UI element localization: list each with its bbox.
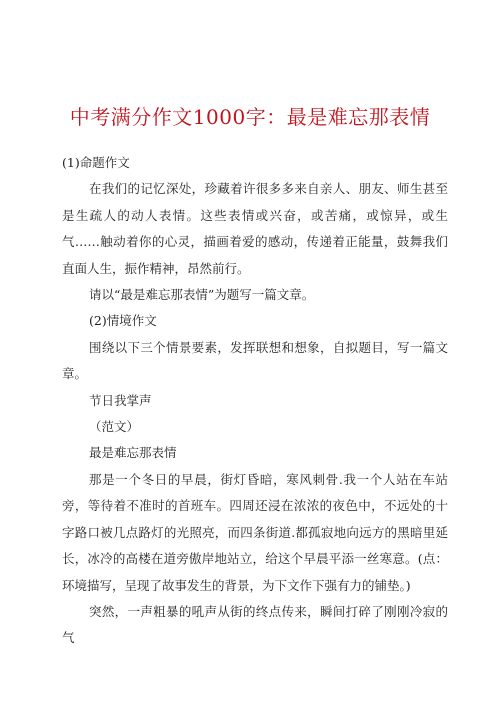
paragraph-instruction-1: 请以“最是难忘那表情”为题写一篇文章。: [89, 287, 315, 303]
document-body: [62, 150, 448, 652]
paragraph-prompt-1: 在我们的记忆深处，珍藏着许很多多来自亲人、朋友、师生甚至是生疏人的动人表情。这些表情或兴奋，或苦痛，或惊异，或生气……触动着你的心灵，描画着爱的感动，传递着正能量，鼓舞我们直面人生，振作精神，昂然前行。: [62, 181, 448, 276]
scenario-elements: 节日我掌声: [89, 392, 152, 408]
document-title: 中考满分作文1000字：最是难忘那表情: [69, 105, 431, 129]
section-heading-2: (2)情境作文: [89, 313, 157, 329]
essay-paragraph-1: 那是一个冬日的早晨，街灯昏暗，寒风刺骨.我一个人站在车站旁，等待着不准时的首班车。四周还浸在浓浓的夜色中，不远处的十字路口被几点路灯的光照亮，而四条街道.都孤寂地向远方的黑暗里延长，冰冷的高楼在道旁傲岸地站立，给这个早晨平添一丝寒意。(点：环境描写，呈现了故事发生的背景，为下文作下强有力的铺垫。): [62, 471, 448, 593]
essay-title: 最是难忘那表情: [89, 445, 177, 461]
paragraph-prompt-2: 围绕以下三个情景要素，发挥联想和想象，自拟题目，写一篇文章。: [62, 339, 448, 382]
section-heading-1: (1)命题作文: [62, 155, 130, 170]
essay-paragraph-2: 突然，一声粗暴的吼声从街的终点传来，瞬间打碎了刚刚冷寂的气: [62, 603, 448, 646]
sample-label: （范文）: [89, 419, 140, 435]
